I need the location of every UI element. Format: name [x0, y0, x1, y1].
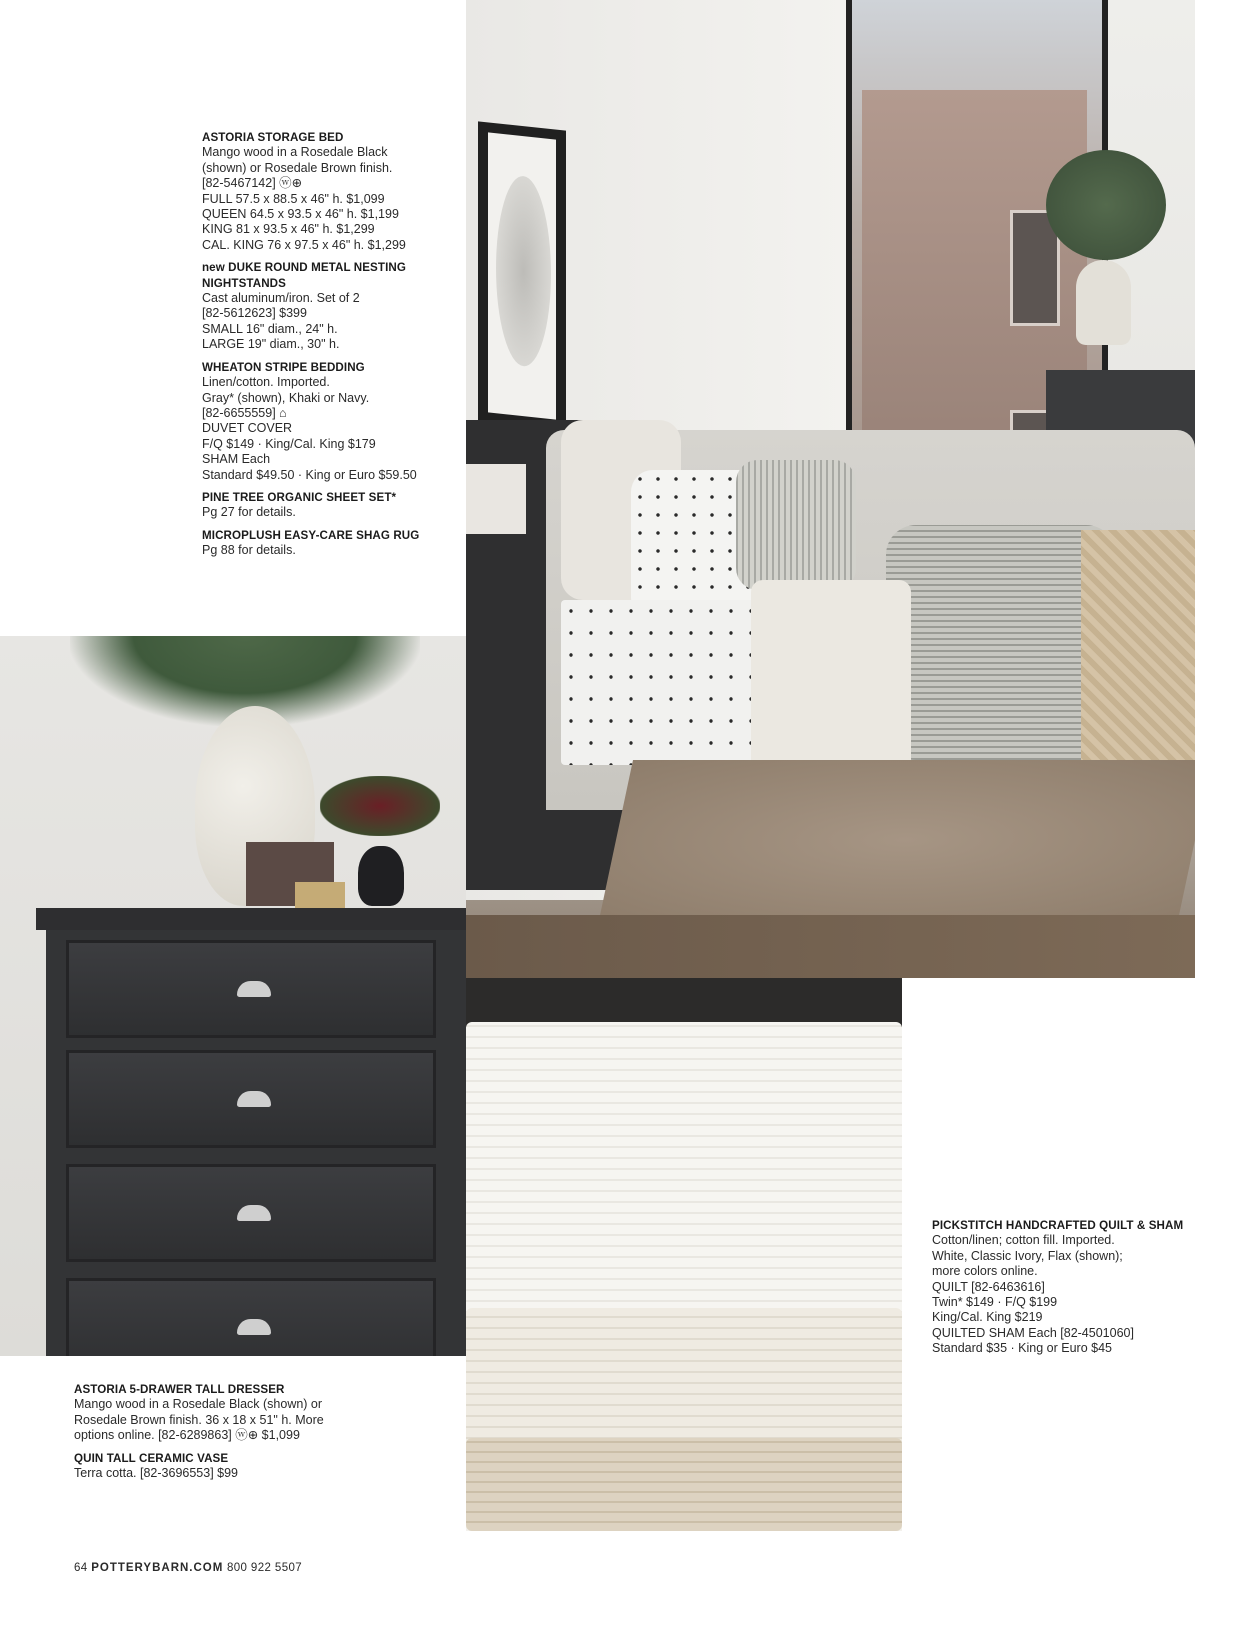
- product-title: QUIN TALL CERAMIC VASE: [74, 1451, 229, 1465]
- product-line: SMALL 16" diam., 24" h.: [202, 321, 338, 336]
- bedroom-photo: [466, 0, 1195, 978]
- drawer: [66, 1278, 436, 1356]
- page-footer: [74, 1562, 302, 1574]
- drawer: [66, 1164, 436, 1262]
- dresser-top: [36, 908, 466, 930]
- product-title: WHEATON STRIPE BEDDING: [202, 360, 365, 374]
- floor: [466, 915, 1195, 978]
- dresser-body: [46, 930, 466, 1356]
- product-title: ASTORIA 5-DRAWER TALL DRESSER: [74, 1383, 285, 1396]
- ivory-quilt: [466, 1308, 902, 1448]
- product-line: LARGE 19" diam., 30" h.: [202, 337, 340, 352]
- product-line: F/Q $149 · King/Cal. King $179: [202, 436, 376, 451]
- page-number: 64: [74, 1562, 88, 1574]
- dresser-copy-block: [74, 1382, 374, 1481]
- product-line: Gray* (shown), Khaki or Navy.: [202, 390, 370, 405]
- product-line: FULL 57.5 x 88.5 x 46" h. $1,099: [202, 191, 385, 206]
- plant: [1046, 150, 1166, 260]
- flax-quilt: [466, 1438, 902, 1531]
- product-line: Pg 88 for details.: [202, 543, 296, 558]
- product-line: Rosedale Brown finish. 36 x 18 x 51" h. More: [74, 1412, 324, 1427]
- bed-copy-block: [202, 130, 442, 559]
- vase: [1076, 260, 1131, 345]
- product-title: PICKSTITCH HANDCRAFTED QUILT & SHAM: [932, 1219, 1184, 1232]
- product-line: [82-5467142] ⓦ⊕: [202, 176, 303, 191]
- product-line: Terra cotta. [82-3696553] $99: [74, 1466, 239, 1481]
- small-vase: [358, 846, 404, 906]
- quilt-copy-block: [932, 1218, 1192, 1357]
- website-link[interactable]: POTTERYBARN.COM: [91, 1562, 224, 1574]
- cup-pull: [237, 1319, 271, 1335]
- product-line: Linen/cotton. Imported.: [202, 375, 330, 390]
- product-line: White, Classic Ivory, Flax (shown);: [932, 1248, 1123, 1263]
- drawer: [66, 1050, 436, 1148]
- product-line: DUVET COVER: [202, 421, 293, 436]
- product-title: new DUKE ROUND METAL NESTING: [202, 261, 406, 275]
- dresser-photo: [0, 636, 466, 1356]
- product-title: NIGHTSTANDS: [202, 276, 286, 290]
- product-title: PINE TREE ORGANIC SHEET SET*: [202, 490, 397, 504]
- product-line: Mango wood in a Rosedale Black: [202, 145, 388, 160]
- phone-number: 800 922 5507: [226, 1562, 303, 1574]
- framed-art: [478, 121, 566, 430]
- product-line: Twin* $149 · F/Q $199: [932, 1295, 1058, 1310]
- flower: [320, 776, 440, 836]
- product-line: CAL. KING 76 x 97.5 x 46" h. $1,299: [202, 237, 406, 252]
- product-line: Mango wood in a Rosedale Black (shown) or: [74, 1397, 323, 1412]
- product-line: Standard $35 · King or Euro $45: [932, 1341, 1112, 1356]
- product-line: (shown) or Rosedale Brown finish.: [202, 160, 393, 175]
- quilt-photo: [466, 978, 902, 1531]
- product-line: SHAM Each: [202, 452, 271, 467]
- product-line: [82-5612623] $399: [202, 306, 307, 321]
- product-line: more colors online.: [932, 1264, 1038, 1279]
- cup-pull: [237, 1205, 271, 1221]
- striped-sham: [736, 460, 856, 590]
- product-line: QUILTED SHAM Each [82-4501060]: [932, 1325, 1134, 1340]
- product-line: King/Cal. King $219: [932, 1310, 1043, 1325]
- shag-rug: [599, 760, 1195, 920]
- cup-pull: [237, 981, 271, 997]
- lamp: [466, 464, 526, 534]
- product-line: Standard $49.50 · King or Euro $59.50: [202, 467, 417, 482]
- product-line: QUEEN 64.5 x 93.5 x 46" h. $1,199: [202, 207, 399, 222]
- drawer: [66, 940, 436, 1038]
- product-title: MICROPLUSH EASY-CARE SHAG RUG: [202, 528, 420, 542]
- product-line: QUILT [82-6463616]: [932, 1279, 1045, 1294]
- product-line: Cast aluminum/iron. Set of 2: [202, 291, 360, 306]
- product-line: KING 81 x 93.5 x 46" h. $1,299: [202, 222, 375, 237]
- product-line: options online. [82-6289863] ⓦ⊕ $1,099: [74, 1428, 300, 1443]
- cup-pull: [237, 1091, 271, 1107]
- sheet: [561, 600, 781, 765]
- gift-box: [295, 882, 345, 910]
- product-line: [82-6655559] ⌂: [202, 405, 287, 420]
- product-line: Cotton/linen; cotton fill. Imported.: [932, 1233, 1115, 1248]
- product-line: Pg 27 for details.: [202, 505, 296, 520]
- product-title: ASTORIA STORAGE BED: [202, 131, 344, 144]
- white-quilt: [466, 1022, 902, 1322]
